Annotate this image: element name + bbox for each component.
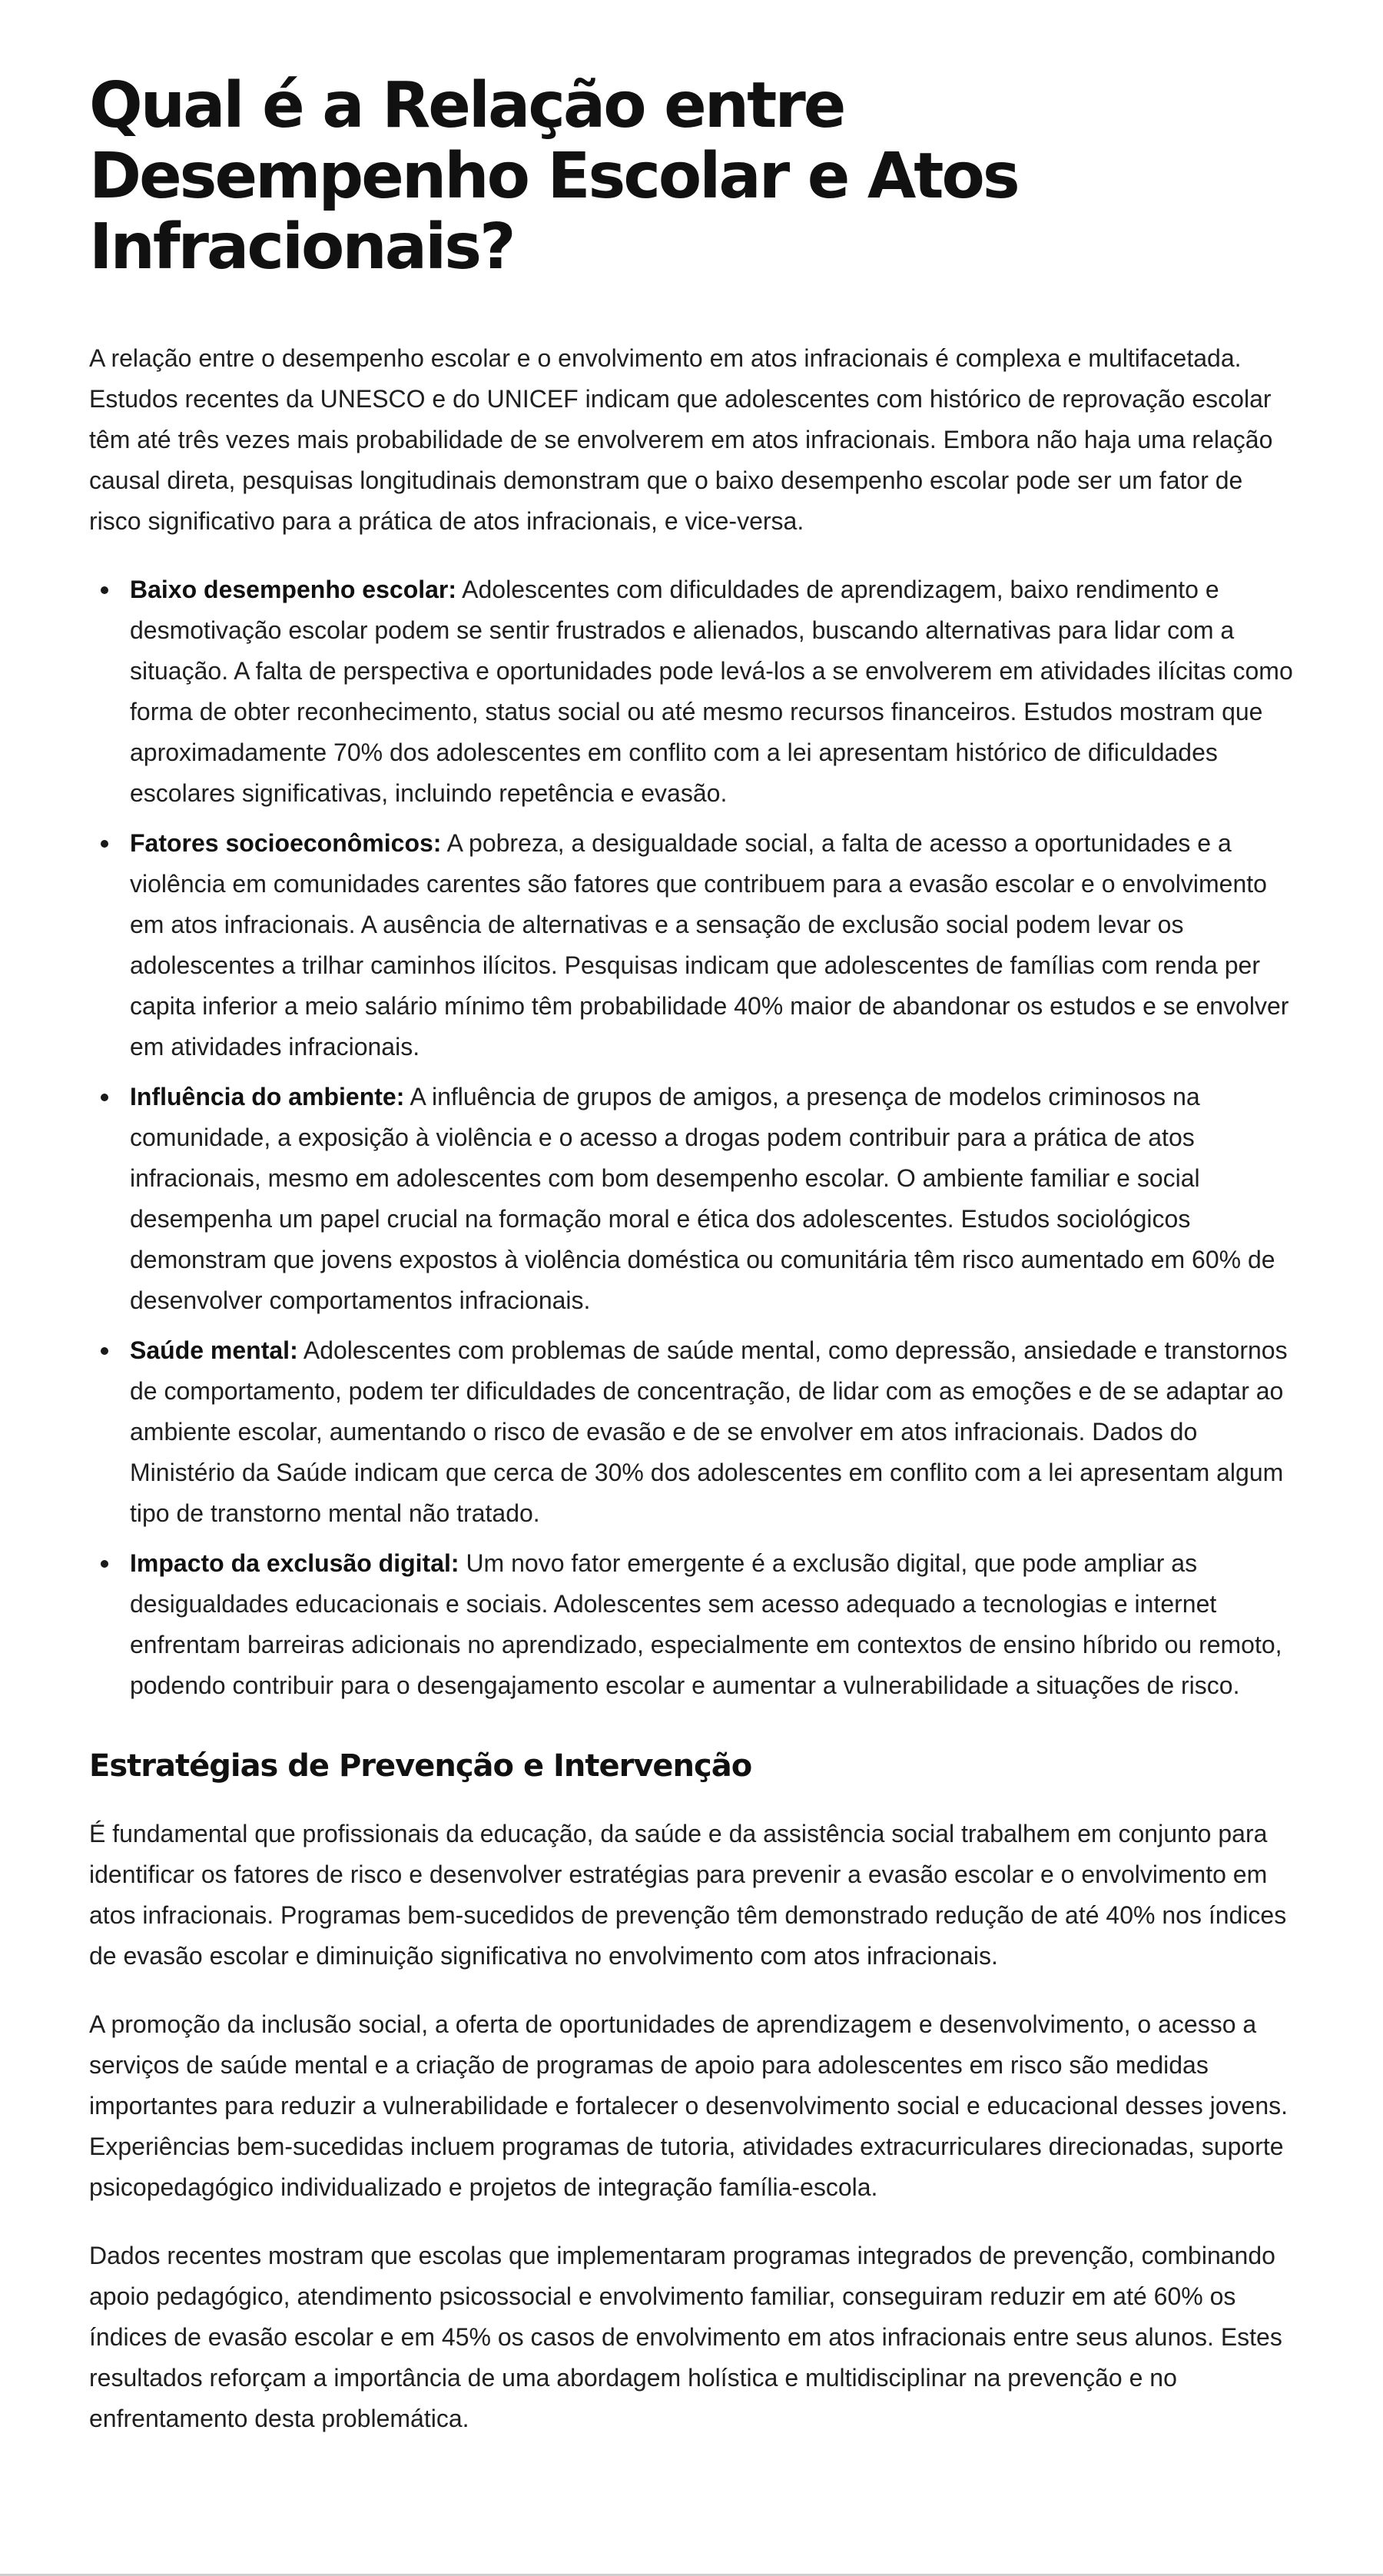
list-item-fatores-socioeconomicos	[130, 823, 1294, 1067]
list-item-influencia-ambiente	[130, 1077, 1294, 1321]
list-item-label: Fatores socioeconômicos:	[130, 829, 442, 857]
list-item-exclusao-digital	[130, 1543, 1294, 1706]
list-item-label: Saúde mental:	[130, 1336, 298, 1364]
section-heading: Estratégias de Prevenção e Intervenção	[89, 1748, 752, 1784]
list-item-text: Adolescentes com problemas de saúde mental, como depressão, ansiedade e transtornos de comportamento, podem ter dificuldades de concentração, de lidar com as emoções e de se adaptar ao ambiente escolar, aumentando o risco de evasão e de se envolver em atos infracionais. Dados do Ministério da Saúde indicam que cerca de 30% dos adolescentes em conflito com a lei apresentam algum tipo de transtorno mental não tratado.	[130, 1336, 1288, 1527]
intro-paragraph: A relação entre o desempenho escolar e o envolvimento em atos infracionais é complexa e multifacetada. Estudos recentes da UNESCO e do UNICEF indicam que adolescentes com histórico de reprovação escolar têm até três vezes mais probabilidade de se envolverem em atos infracionais. Embora não haja uma relação causal direta, pesquisas longitudinais demonstram que o baixo desempenho escolar pode ser um fator de risco significativo para a prática de atos infracionais, e vice-versa.	[89, 344, 1273, 535]
prevention-paragraph-1: É fundamental que profissionais da educação, da saúde e da assistência social trabalhem em conjunto para identificar os fatores de risco e desenvolver estratégias para prevenir a evasão escolar e o envolvimento em atos infracionais. Programas bem-sucedidos de prevenção têm demonstrado redução de até 40% nos índices de evasão escolar e diminuição significativa no envolvimento com atos infracionais.	[89, 1820, 1287, 1970]
list-item-text: A influência de grupos de amigos, a presença de modelos criminosos na comunidade, a exposição à violência e o acesso a drogas podem contribuir para a prática de atos infracionais, mesmo em adolescentes com bom desempenho escolar. O ambiente familiar e social desempenha um papel crucial na formação moral e ética dos adolescentes. Estudos sociológicos demonstram que jovens expostos à violência doméstica ou comunitária têm risco aumentado em 60% de desenvolver comportamentos infracionais.	[130, 1083, 1275, 1314]
page-title: Qual é a Relação entre Desempenho Escolar e Atos Infracionais?	[89, 69, 1018, 284]
list-item-label: Baixo desempenho escolar:	[130, 576, 457, 603]
list-item-label: Impacto da exclusão digital:	[130, 1549, 459, 1577]
list-item-baixo-desempenho	[130, 569, 1294, 814]
risk-factor-list	[89, 569, 1294, 1706]
list-item-label: Influência do ambiente:	[130, 1083, 405, 1110]
list-item-saude-mental	[130, 1330, 1294, 1534]
article	[89, 71, 1294, 2467]
prevention-paragraph-3: Dados recentes mostram que escolas que implementaram programas integrados de prevenção, combinando apoio pedagógico, atendimento psicossocial e envolvimento familiar, conseguiram reduzir em até 60% os índices de evasão escolar e em 45% os casos de envolvimento em atos infracionais entre seus alunos. Estes resultados reforçam a importância de uma abordagem holística e multidisciplinar na prevenção e no enfrentamento desta problemática.	[89, 2242, 1282, 2432]
prevention-paragraph-2: A promoção da inclusão social, a oferta de oportunidades de aprendizagem e desenvolvimento, o acesso a serviços de saúde mental e a criação de programas de apoio para adolescentes em risco são medidas importantes para reduzir a vulnerabilidade e fortalecer o desenvolvimento social e educacional desses jovens. Experiências bem-sucedidas incluem programas de tutoria, atividades extracurriculares direcionadas, suporte psicopedagógico individualizado e projetos de integração família-escola.	[89, 2010, 1288, 2201]
list-item-text: Um novo fator emergente é a exclusão digital, que pode ampliar as desigualdades educacionais e sociais. Adolescentes sem acesso adequado a tecnologias e internet enfrentam barreiras adicionais no aprendizado, especialmente em contextos de ensino híbrido ou remoto, podendo contribuir para o desengajamento escolar e aumentar a vulnerabilidade a situações de risco.	[130, 1549, 1282, 1699]
list-item-text: Adolescentes com dificuldades de aprendizagem, baixo rendimento e desmotivação escolar podem se sentir frustrados e alienados, buscando alternativas para lidar com a situação. A falta de perspectiva e oportunidades pode levá-los a se envolverem em atividades ilícitas como forma de obter reconhecimento, status social ou até mesmo recursos financeiros. Estudos mostram que aproximadamente 70% dos adolescentes em conflito com a lei apresentam histórico de dificuldades escolares significativas, incluindo repetência e evasão.	[130, 576, 1293, 807]
list-item-text: A pobreza, a desigualdade social, a falta de acesso a oportunidades e a violência em comunidades carentes são fatores que contribuem para a evasão escolar e o envolvimento em atos infracionais. A ausência de alternativas e a sensação de exclusão social podem levar os adolescentes a trilhar caminhos ilícitos. Pesquisas indicam que adolescentes de famílias com renda per capita inferior a meio salário mínimo têm probabilidade 40% maior de abandonar os estudos e se envolver em atividades infracionais.	[130, 829, 1289, 1061]
